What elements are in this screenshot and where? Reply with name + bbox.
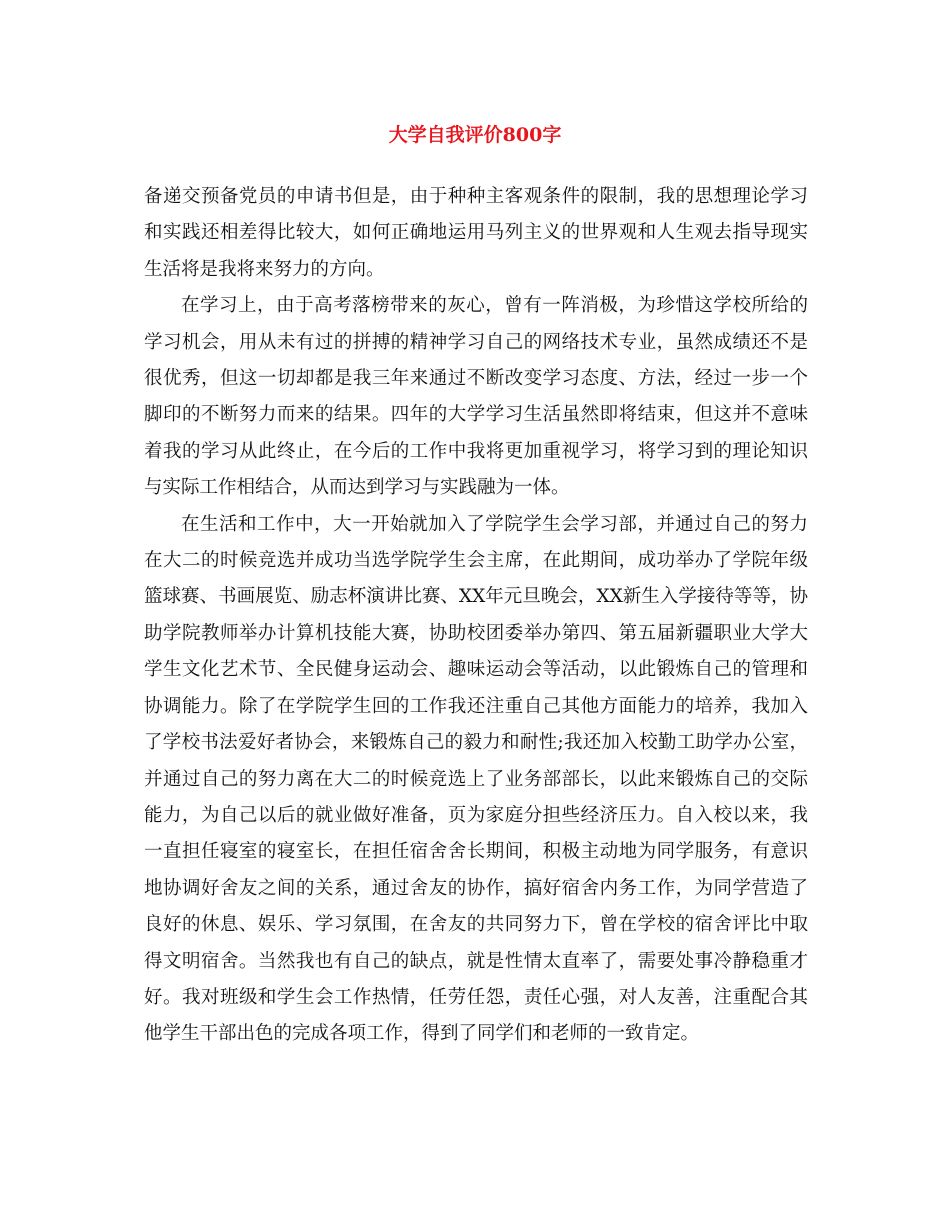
paragraph: 在学习上，由于高考落榜带来的灰心，曾有一阵消极，为珍惜这学校所给的学习机会，用从未有过的拼搏的精神学习自己的网络技术专业，虽然成绩还不是很优秀，但这一切却都是我三年来通过不断改变学习态度、方法，经过一步一个脚印的不断努力而来的结果。四年的大学学习生活虽然即将结束，但这并不意味着我的学习从此终止，在今后的工作中我将更加重视学习，将学习到的理论知识与实际工作相结合，从而达到学习与实践融为一体。: [144, 295, 808, 499]
document-body: [144, 179, 808, 1053]
paragraph: 在生活和工作中，大一开始就加入了学院学生会学习部，并通过自己的努力在大二的时候竞选并成功当选学院学生会主席，在此期间，成功举办了学院年级篮球赛、书画展览、励志杯演讲比赛、XX年元旦晚会，XX新生入学接待等等，协助学院教师举办计算机技能大赛，协助校团委举办第四、第五届新疆职业大学大学生文化艺术节、全民健身运动会、趣味运动会等活动，以此锻炼自己的管理和协调能力。除了在学院学生回的工作我还注重自己其他方面能力的培养，我加入了学校书法爱好者协会，来锻炼自己的毅力和耐性;我还加入校勤工助学办公室，并通过自己的努力离在大二的时候竞选上了业务部部长，以此来锻炼自己的交际能力，为自己以后的就业做好准备，页为家庭分担些经济压力。自入校以来，我一直担任寝室的寝室长，在担任宿舍舍长期间，积极主动地为同学服务，有意识地协调好舍友之间的关系，通过舍友的协作，搞好宿舍内务工作，为同学营造了良好的休息、娱乐、学习氛围，在舍友的共同努力下，曾在学校的宿舍评比中取得文明宿舍。当然我也有自己的缺点，就是性情太直率了，需要处事冷静稳重才好。我对班级和学生会工作热情，任劳任怨，责任心强，对人友善，注重配合其他学生干部出色的完成各项工作，得到了同学们和老师的一致肯定。: [144, 513, 808, 1045]
paragraph: 备递交预备党员的申请书但是，由于种种主客观条件的限制，我的思想理论学习和实践还相差得比较大，如何正确地运用马列主义的世界观和人生观去指导现实生活将是我将来努力的方向。: [144, 186, 808, 280]
document-title: 大学自我评价800字: [388, 124, 562, 146]
